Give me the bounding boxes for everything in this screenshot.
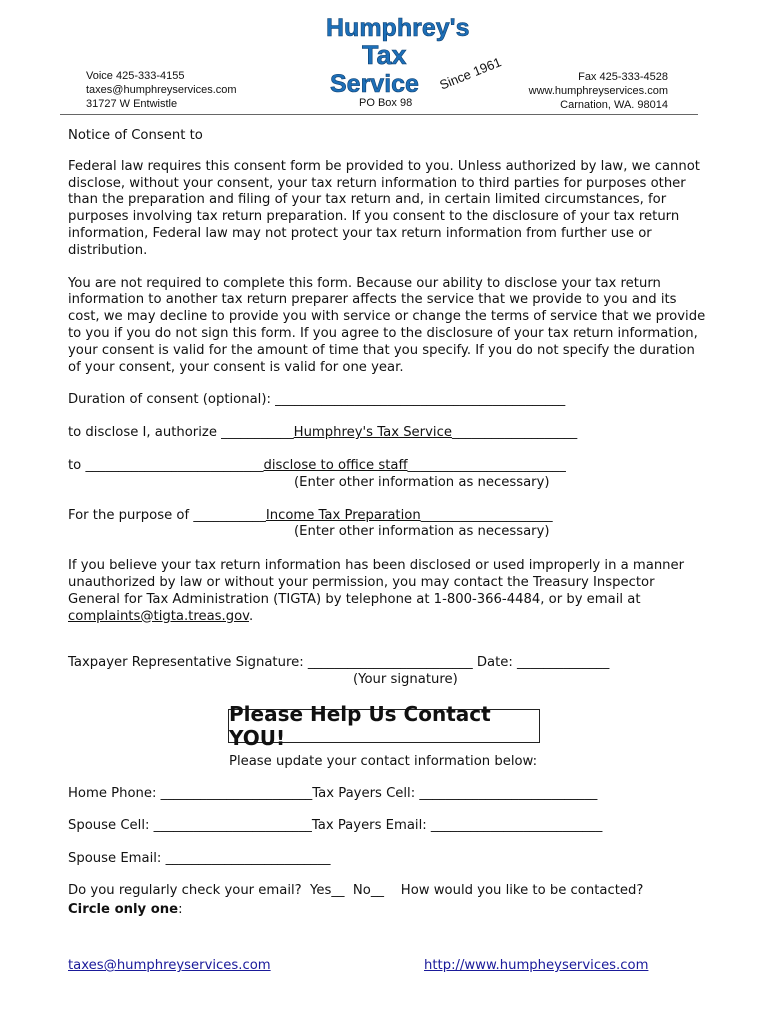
home-phone-line[interactable]: Home Phone: _______________________Tax Payers Cell: ___________________________ xyxy=(68,786,598,801)
disclose-value[interactable]: Humphrey's Tax Service xyxy=(293,425,452,441)
contact-heading-box xyxy=(228,702,540,750)
tigta-paragraph xyxy=(68,558,708,625)
header-city: Carnation, WA. 98014 xyxy=(560,99,668,111)
tigta-email-link[interactable]: complaints@tigta.treas.gov xyxy=(68,608,249,624)
header-email: taxes@humphreyservices.com xyxy=(86,84,237,96)
humphreys-tax-service-logo xyxy=(320,10,520,100)
purpose-label: For the purpose of xyxy=(68,507,194,523)
duration-label: Duration of consent (optional): xyxy=(68,392,276,408)
header-voice: Voice 425-333-4155 xyxy=(86,70,185,82)
to-value[interactable]: disclose to office staff xyxy=(263,457,408,473)
disclose-label: to disclose I, authorize xyxy=(68,425,222,441)
tigta-period: . xyxy=(248,608,254,624)
signature-field[interactable]: _________________________ xyxy=(307,655,473,671)
duration-line xyxy=(68,392,708,409)
disclose-blank-pre: ___________ xyxy=(221,425,294,441)
header-fax: Fax 425-333-4528 xyxy=(578,71,668,83)
purpose-blank-pre: ___________ xyxy=(193,507,266,523)
spouse-cell-line[interactable]: Spouse Cell: ________________________Tax Payers Email: __________________________ xyxy=(68,818,603,833)
consent-paragraph-2: You are not required to complete this form. Because our ability to disclose your tax return information to another tax return preparer affects the service that we provide to you and its cost, we may decline to provide you with service or change the terms of service that we provide to you if you do not sign this form. If you agree to the disclosure of your tax return information, your consent is valid for the amount of time that you specify. If you do not specify the duration of your consent, your consent is valid for one year. xyxy=(68,275,706,375)
header-po-box: PO Box 98 xyxy=(359,97,413,109)
check-email-question[interactable]: Do you regularly check your email? Yes__ No__ How would you like to be contacted? xyxy=(68,883,644,898)
signature-label: Taxpayer Representative Signature: xyxy=(68,655,308,671)
consent-document xyxy=(68,128,708,689)
to-blank-post: ________________________ xyxy=(407,457,566,473)
consent-paragraph-1: Federal law requires this consent form be provided to you. Unless authorized by law, we cannot disclose, without your consent, your tax return information to third parties for purposes other than the preparation and filing of your tax return and, in certain limited circumstances, for purposes involving tax return preparation. If you consent to the disclosure of your tax return information, Federal law may not protect your tax return information from further use or distribution. xyxy=(68,158,700,258)
to-label: to xyxy=(68,457,86,473)
signature-line xyxy=(68,655,708,672)
spouse-email-line[interactable]: Spouse Email: _________________________ xyxy=(68,851,331,866)
notice-title: Notice of Consent to xyxy=(68,128,203,143)
duration-field[interactable]: ____________________________________________ xyxy=(275,392,566,408)
date-label: Date: xyxy=(472,655,518,671)
circle-only-one-label: Circle only one xyxy=(68,902,179,917)
to-line xyxy=(68,458,708,475)
header-contact-right xyxy=(529,70,668,112)
purpose-value[interactable]: Income Tax Preparation xyxy=(265,507,421,523)
footer-email-link[interactable]: taxes@humphreyservices.com xyxy=(68,958,271,973)
contact-heading: Please Help Us Contact YOU! xyxy=(229,702,491,750)
logo-since: Since 1961 xyxy=(437,54,504,93)
header-contact-left xyxy=(86,69,237,111)
circle-one-line xyxy=(68,902,183,917)
header-divider xyxy=(60,114,698,115)
enter-other-info-2: (Enter other information as necessary) xyxy=(294,524,550,540)
header-website: www.humphreyservices.com xyxy=(528,85,668,97)
circle-only-one-colon: : xyxy=(178,902,183,917)
contact-subheading: Please update your contact information below: xyxy=(229,754,538,769)
enter-other-info-1: (Enter other information as necessary) xyxy=(294,474,550,490)
footer-website-link[interactable]: http://www.humpheyservices.com xyxy=(424,958,649,973)
purpose-line xyxy=(68,508,708,525)
purpose-blank-post: ____________________ xyxy=(420,507,553,523)
logo-line2: Tax xyxy=(362,40,407,70)
to-blank: ___________________________ xyxy=(85,457,264,473)
disclose-line xyxy=(68,425,708,442)
logo-line1: Humphrey's xyxy=(326,14,470,42)
tigta-text: If you believe your tax return information has been disclosed or used improperly in a manner unauthorized by law or without your permission, you may contact the Treasury Inspector General for Tax Administration (TIGTA) by telephone at 1-800-366-4484, or by email at xyxy=(68,558,685,607)
disclose-blank-post: ___________________ xyxy=(451,425,578,441)
your-signature-caption: (Your signature) xyxy=(353,672,458,688)
header-address: 31727 W Entwistle xyxy=(86,98,178,110)
date-field[interactable]: ______________ xyxy=(517,655,610,671)
logo-line3: Service xyxy=(330,70,419,98)
